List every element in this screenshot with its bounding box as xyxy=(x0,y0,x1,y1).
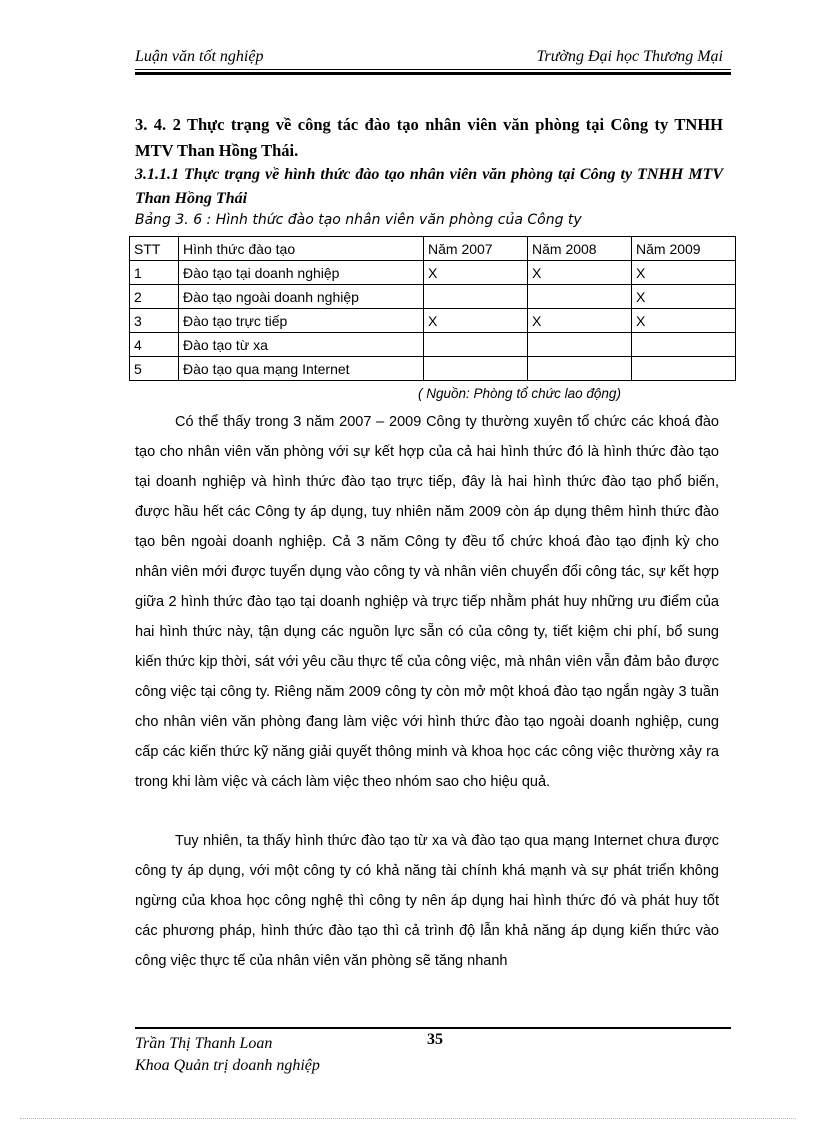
footer-department: Khoa Quản trị doanh nghiệp xyxy=(135,1057,320,1074)
table-source-note: ( Nguồn: Phòng tổ chức lao động) xyxy=(418,386,621,401)
header-left-title: Luận văn tốt nghiệp xyxy=(135,48,264,65)
table-cell: 1 xyxy=(130,261,179,285)
table-row xyxy=(130,261,736,285)
table-header-cell: STT xyxy=(130,237,179,261)
training-forms-table xyxy=(129,236,736,381)
table-header-cell: Hình thức đào tạo xyxy=(179,237,424,261)
section-heading: 3. 4. 2 Thực trạng về công tác đào tạo nhân viên văn phòng tại Công ty TNHH MTV Than Hồng Thái. xyxy=(135,115,723,160)
table-cell xyxy=(632,333,736,357)
table-cell: Đào tạo tại doanh nghiệp xyxy=(179,261,424,285)
table-cell: Đào tạo từ xa xyxy=(179,333,424,357)
paragraph-text: Có thể thấy trong 3 năm 2007 – 2009 Công ty thường xuyên tổ chức các khoá đào tạo cho nhân viên văn phòng với sự kết hợp của cả hai hình thức đó là hình thức đào tạo tại doanh nghiệp và hình thức đào tạo trực tiếp, đây là hai hình thức đào tạo phổ biến, được hầu hết các Công ty áp dụng, tuy nhiên năm 2009 còn áp dụng thêm hình thức đào tạo bên ngoài doanh nghiệp. Cả 3 năm Công ty đều tổ chức khoá đào tạo định kỳ cho nhân viên mới được tuyển dụng vào công ty và nhân viên chuyển đổi công tác, sự kết hợp giữa 2 hình thức đào tạo tại doanh nghiệp và trực tiếp nhằm phát huy những ưu điểm của hai hình thức này, tận dụng các nguồn lực sẵn có của công ty, tiết kiệm chi phí, bổ sung kiến thức kịp thời, sát với yêu cầu thực tế của công việc, mà nhân viên vẫn đảm bảo được công việc tại công ty. Riêng năm 2009 công ty còn mở một khoá đào tạo ngắn ngày 3 tuần cho nhân viên văn phòng đang làm việc với hình thức đào tạo ngoài doanh nghiệp, cung cấp các kiến thức kỹ năng giải quyết thông minh và khoa học các công việc thường xảy ra trong khi làm việc và cách làm việc theo nhóm sao cho hiệu quả. xyxy=(135,414,719,790)
table-cell xyxy=(528,333,632,357)
table-cell xyxy=(424,357,528,381)
table-cell: X xyxy=(528,309,632,333)
table-cell: X xyxy=(424,309,528,333)
table-row xyxy=(130,309,736,333)
table-cell: X xyxy=(632,261,736,285)
table-row xyxy=(130,357,736,381)
table-caption: Bảng 3. 6 : Hình thức đào tạo nhân viên văn phòng của Công ty xyxy=(135,212,582,228)
page-header xyxy=(135,46,731,74)
body-paragraph-1 xyxy=(135,407,719,797)
table-cell xyxy=(424,285,528,309)
table-cell xyxy=(632,357,736,381)
page-number: 35 xyxy=(427,1031,443,1048)
table-header-cell: Năm 2009 xyxy=(632,237,736,261)
footer-rule xyxy=(135,1027,731,1029)
paragraph-text: Tuy nhiên, ta thấy hình thức đào tạo từ xa và đào tạo qua mạng Internet chưa được công ty áp dụng, với một công ty có khả năng tài chính khá mạnh và sự phát triển không ngừng của khoa học công nghệ thì công ty nên áp dụng hai hình thức đó và phát huy tốt các phương pháp, hình thức đào tạo thì cả trình độ lẫn khả năng áp dụng kiến thức vào công việc thực tế của nhân viên văn phòng sẽ tăng nhanh xyxy=(135,833,719,969)
subsection-heading: 3.1.1.1 Thực trạng về hình thức đào tạo nhân viên văn phòng tại Công ty TNHH MTV Than Hồng Thái xyxy=(135,166,723,207)
table-header-row xyxy=(130,237,736,261)
footer-author: Trần Thị Thanh Loan xyxy=(135,1035,273,1052)
header-rule-thin xyxy=(135,69,731,70)
table-cell: 2 xyxy=(130,285,179,309)
table-cell: 4 xyxy=(130,333,179,357)
table-header-cell: Năm 2007 xyxy=(424,237,528,261)
table-cell: Đào tạo trực tiếp xyxy=(179,309,424,333)
table-row xyxy=(130,285,736,309)
table-cell xyxy=(528,357,632,381)
table-cell: X xyxy=(632,285,736,309)
page-bottom-divider xyxy=(20,1118,796,1119)
body-paragraph-2 xyxy=(135,826,719,976)
table-cell xyxy=(528,285,632,309)
table-cell xyxy=(424,333,528,357)
table-cell: 3 xyxy=(130,309,179,333)
table-cell: Đào tạo qua mạng Internet xyxy=(179,357,424,381)
table-cell: Đào tạo ngoài doanh nghiệp xyxy=(179,285,424,309)
table-cell: 5 xyxy=(130,357,179,381)
table-cell: X xyxy=(424,261,528,285)
table-cell: X xyxy=(632,309,736,333)
table-row xyxy=(130,333,736,357)
header-rule-thick xyxy=(135,72,731,75)
table-header-cell: Năm 2008 xyxy=(528,237,632,261)
header-right-title: Trường Đại học Thương Mại xyxy=(536,48,723,65)
table-cell: X xyxy=(528,261,632,285)
